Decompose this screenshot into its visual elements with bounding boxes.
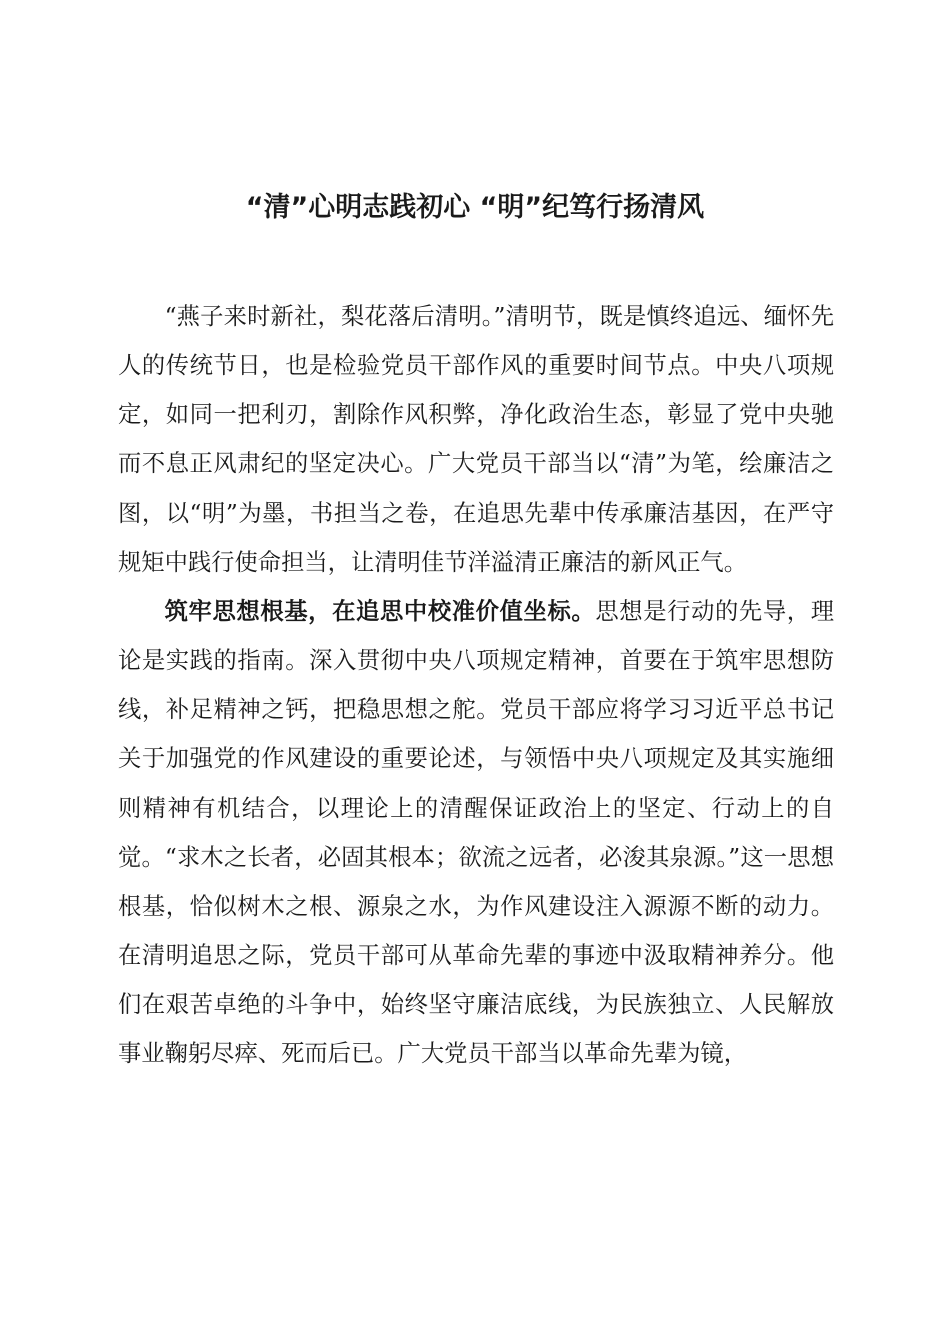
paragraph-intro bbox=[118, 292, 834, 587]
paragraph-ideological-foundation-text: 思想是行动的先导，理论是实践的指南。深入贯彻中央八项规定精神，首要在于筑牢思想防线，补足精神之钙，把稳思想之舵。党员干部应将学习习近平总书记关于加强党的作风建设的重要论述，与领悟中央八项规定及其实施细则精神有机结合，以理论上的清醒保证政治上的坚定、行动上的自觉。“求木之长者，必固其根本；欲流之远者，必浚其泉源。”这一思想根基，恰似树木之根、源泉之水，为作风建设注入源源不断的动力。在清明追思之际，党员干部可从革命先辈的事迹中汲取精神养分。他们在艰苦卓绝的斗争中，始终坚守廉洁底线，为民族独立、人民解放事业鞠躬尽瘁、死而后已。广大党员干部当以革命先辈为镜， bbox=[118, 597, 835, 1068]
paragraph-intro-text: “燕子来时新社，梨花落后清明。”清明节，既是慎终追远、缅怀先人的传统节日，也是检验党员干部作风的重要时间节点。中央八项规定，如同一把利刃，割除作风积弊，净化政治生态，彰显了党中央驰而不息正风肃纪的坚定决心。广大党员干部当以“清”为笔，绘廉洁之图，以“明”为墨，书担当之卷，在追思先辈中传承廉洁基因，在严守规矩中践行使命担当，让清明佳节洋溢清正廉洁的新风正气。 bbox=[118, 303, 834, 576]
document-title: “清”心明志践初心 “明”纪笃行扬清风 bbox=[245, 192, 705, 223]
document-body bbox=[118, 292, 834, 1079]
paragraph-ideological-foundation bbox=[118, 587, 834, 1079]
paragraph-lead-heading: 筑牢思想根基，在追思中校准价值坐标。 bbox=[164, 597, 596, 625]
